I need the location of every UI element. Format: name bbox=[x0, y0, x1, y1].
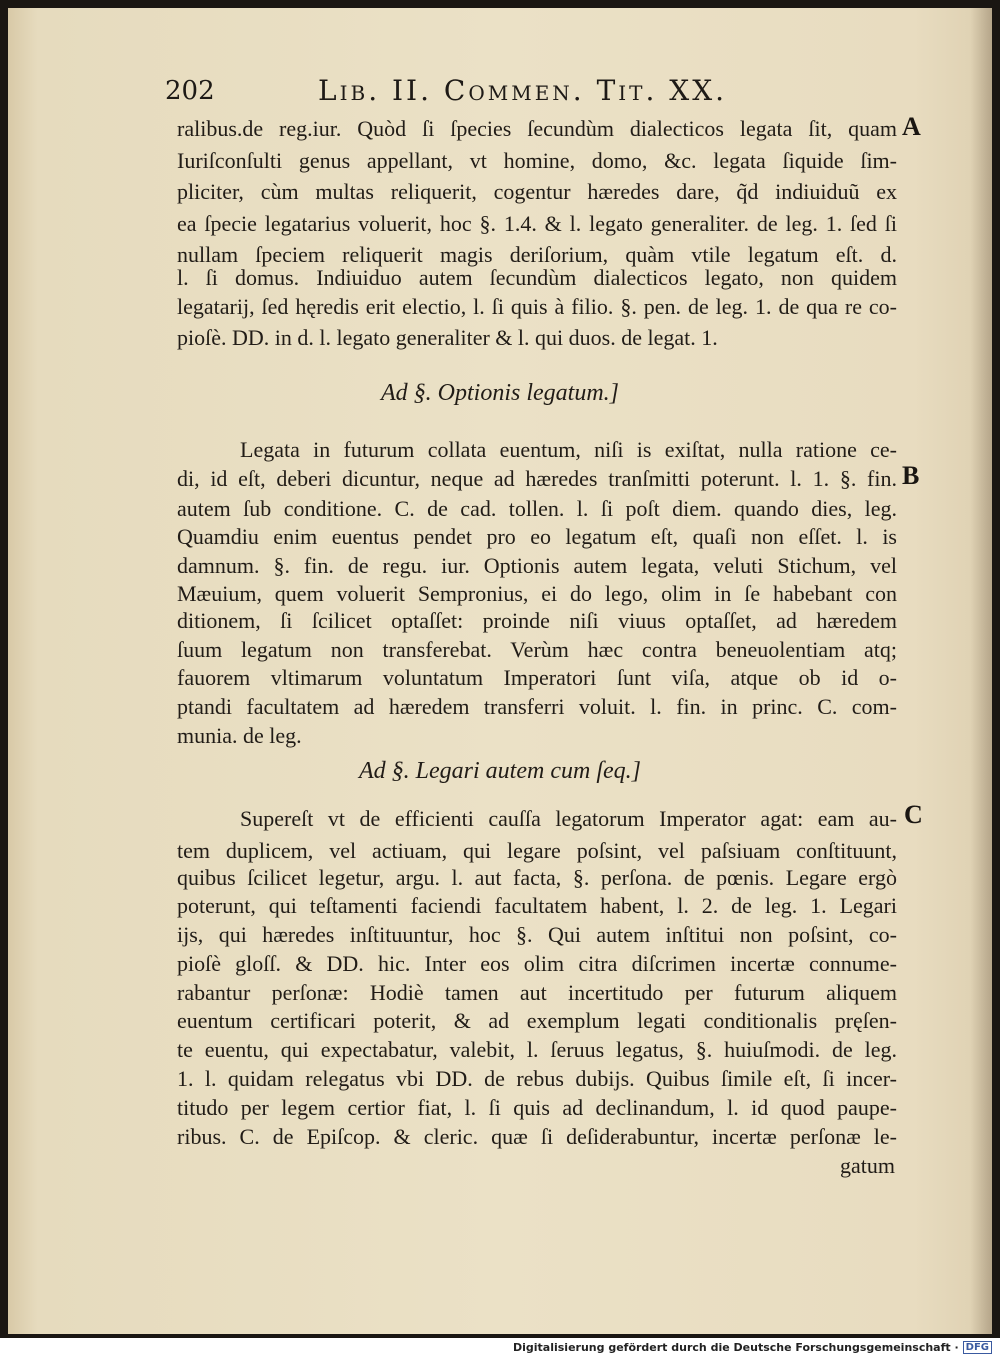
text-line: ijs, qui hæredes inſtituuntur, hoc §. Qui autem inſtitui non poſsint, co- bbox=[177, 922, 897, 947]
text-line: legatarij, ſed hęredis erit electio, l. ſi quis à filio. §. pen. de leg. 1. de qua re co- bbox=[177, 294, 897, 319]
text-line: Iuriſconſulti genus appellant, vt homine, domo, &c. legata ſiquide ſim- bbox=[177, 148, 897, 173]
text-line: ralibus.de reg.iur. Quòd ſi ſpecies ſecundùm dialecticos legata ſit, quam bbox=[177, 116, 897, 141]
text-line: quibus ſcilicet legetur, argu. l. aut facta, §. perſona. de pœnis. Legare ergò bbox=[177, 865, 897, 890]
text-line: titudo per legem certior fiat, l. ſi quis ad declinandum, l. id quod paupe- bbox=[177, 1095, 897, 1120]
text-line: pioſè gloſſ. & DD. hic. Inter eos olim citra diſcrimen incertæ connume- bbox=[177, 951, 897, 976]
credit-text: Digitalisierung gefördert durch die Deutsche Forschungsgemeinschaft · bbox=[512, 1340, 959, 1354]
text-line: nullam ſpeciem reliquerit magis deriſorium, quàm vtile legatum eſt. d. bbox=[177, 242, 897, 267]
text-line: autem ſub conditione. C. de cad. tollen. l. ſi poſt diem. quando dies, leg. bbox=[177, 496, 897, 521]
text-line: Mæuium, quem voluerit Sempronius, ei do lego, olim in ſe habebant con bbox=[177, 581, 897, 606]
text-line: Legata in futurum collata euentum, niſi is exiſtat, nulla ratione ce- bbox=[240, 437, 897, 462]
catchword: gatum bbox=[840, 1153, 895, 1178]
text-line: ſuum legatum non transferebat. Verùm hæc contra beneuolentiam atq; bbox=[177, 637, 897, 662]
text-line: fauorem vltimarum voluntatum Imperatori ſunt viſa, atque ob id o- bbox=[177, 665, 897, 690]
text-line: poterunt, qui teſtamenti faciendi facultatem habent, l. 2. de leg. 1. Legari bbox=[177, 893, 897, 918]
text-line: ptandi facultatem ad hæredem transferri voluit. l. fin. in princ. C. com- bbox=[177, 694, 897, 719]
digitization-credit bbox=[513, 1340, 992, 1354]
section-heading-legari: Ad §. Legari autem cum ſeq.] bbox=[359, 758, 641, 784]
text-line: ea ſpecie legatarius voluerit, hoc §. 1.4. & l. legato generaliter. de leg. 1. ſed ſi bbox=[177, 211, 897, 236]
text-line: euentum certificari poterit, & ad exemplum legati conditionalis pręſen- bbox=[177, 1008, 897, 1033]
page-edge-shadow bbox=[970, 8, 992, 1334]
text-line: tem duplicem, vel actiuam, qui legare poſsint, vel paſsiuam conſtituunt, bbox=[177, 838, 897, 863]
text-line: munia. de leg. bbox=[177, 723, 302, 748]
text-line: 1. l. quidam relegatus vbi DD. de rebus dubijs. Quibus ſimile eſt, ſi incer- bbox=[177, 1066, 897, 1091]
text-line: ribus. C. de Epiſcop. & cleric. quæ ſi deſiderabuntur, incertæ perſonæ le- bbox=[177, 1124, 897, 1149]
text-line: di, id eſt, deberi dicuntur, neque ad hæredes tranſmitti poterunt. l. 1. §. fin. bbox=[177, 466, 897, 491]
text-line: pliciter, cùm multas reliquerit, cogentur hæredes dare, q̃d indiuiduũ ex bbox=[177, 179, 897, 204]
margin-marker-a: A bbox=[902, 112, 921, 141]
margin-marker-b: B bbox=[902, 461, 920, 490]
page-number: 202 bbox=[165, 76, 215, 106]
text-line: Supereſt vt de efficienti cauſſa legatorum Imperator agat: eam au- bbox=[240, 806, 897, 831]
text-line: pioſè. DD. in d. l. legato generaliter & l. qui duos. de legat. 1. bbox=[177, 325, 718, 350]
text-line: ditionem, ſi ſcilicet optaſſet: proinde niſi viuus optaſſet, ad hæredem bbox=[177, 608, 897, 633]
text-line: damnum. §. fin. de regu. iur. Optionis autem legata, veluti Stichum, vel bbox=[177, 553, 897, 578]
text-line: rabantur perſonæ: Hodiè tamen aut incertitudo per futurum aliquem bbox=[177, 980, 897, 1005]
text-line: te euentu, qui expectabatur, valebit, l. ſeruus legatus, §. huiuſmodi. de leg. bbox=[177, 1037, 897, 1062]
running-title: Lib. II. Commen. Tit. XX. bbox=[318, 74, 728, 107]
text-line: Quamdiu enim euentus pendet pro eo legatum eſt, quaſi non eſſet. l. is bbox=[177, 524, 897, 549]
section-heading-optionis: Ad §. Optionis legatum.] bbox=[381, 380, 619, 406]
margin-marker-c: C bbox=[904, 800, 923, 829]
dfg-logo: DFG bbox=[963, 1341, 992, 1354]
text-line: l. ſi domus. Indiuiduo autem ſecundùm dialecticos legato, non quidem bbox=[177, 265, 897, 290]
